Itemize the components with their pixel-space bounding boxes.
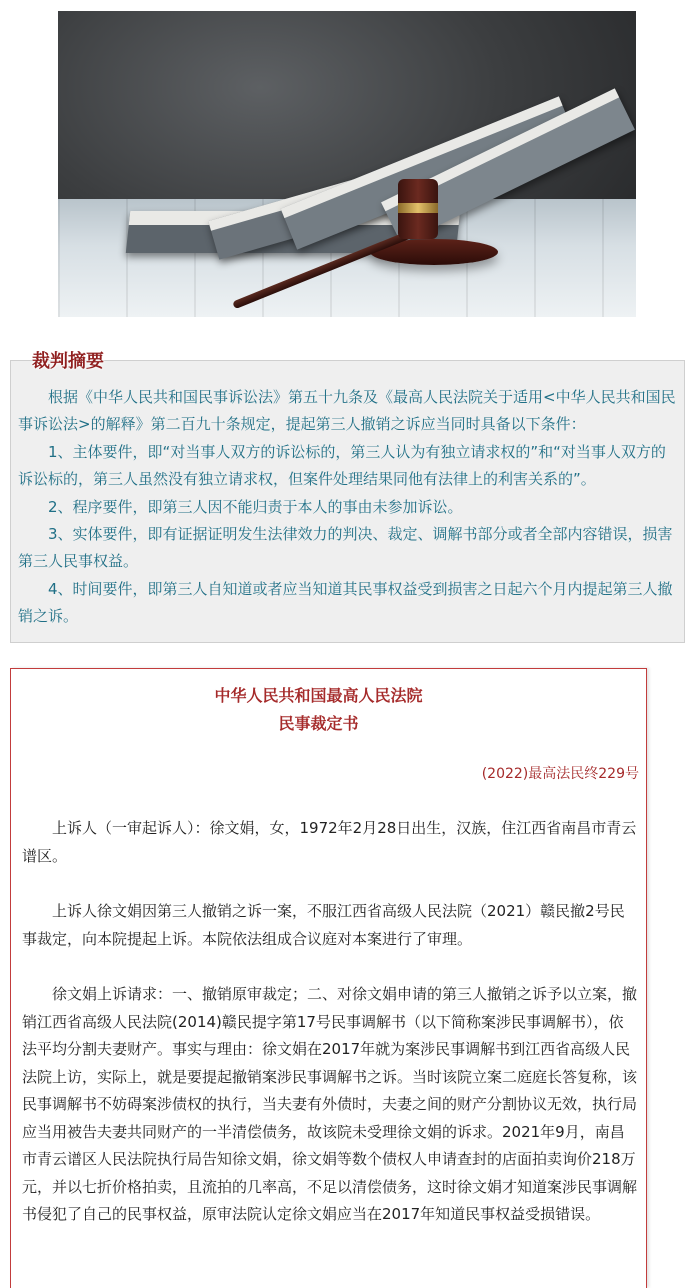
summary-paragraph: 4、时间要件，即第三人自知道或者应当知道其民事权益受到损害之日起六个月内提起第三人撤销之诉。 bbox=[18, 579, 673, 626]
case-number: (2022)最高法民终229号 bbox=[481, 766, 639, 782]
document-type: 民事裁定书 bbox=[278, 714, 359, 733]
hero-image-gavel-books bbox=[58, 11, 636, 317]
ruling-paragraph bbox=[22, 898, 638, 953]
appellant-info: 上诉人（一审起诉人）：徐文娟，女，1972年2月28日出生，汉族，住江西省南昌市青云谱区。 bbox=[22, 819, 637, 865]
ruling-header bbox=[0, 682, 637, 738]
court-name: 中华人民共和国最高人民法院 bbox=[214, 686, 423, 705]
appeal-claims: 徐文娟上诉请求：一、撤销原审裁定；二、对徐文娟申请的第三人撤销之诉予以立案，撤销江西省高级人民法院(2014)赣民提字第17号民事调解书（以下简称案涉民事调解书），依法平均分割夫妻财产。事实与理由：徐文娟在2017年就为案涉民事调解书到江西省高级人民法院上访，实际上，就是要提起撤销案涉民事调解书之诉。当时该院立案二庭庭长答复称，该民事调解书不妨碍案涉债权的执行，当夫妻有外债时，夫妻之间的财产分割协议无效，执行局应当用被告夫妻共同财产的一半清偿债务，故该院未受理徐文娟的诉求。2021年9月，南昌市青云谱区人民法院执行局告知徐文娟，徐文娟等数个债权人申请查封的店面拍卖询价218万元，并以七折价格拍卖，且流拍的几率高，不足以清偿债务，这时徐文娟才知道案涉民事调解书侵犯了自己的民事权益，原审法院认定徐文娟应当在2017年知道民事权益受损错误。 bbox=[22, 985, 638, 1223]
summary-title: 裁判摘要 bbox=[32, 351, 104, 372]
summary-paragraph: 1、主体要件，即“对当事人双方的诉讼标的，第三人认为有独立请求权的”和“对当事人双方的诉讼标的，第三人虽然没有独立请求权，但案件处理结果同他有法律上的利害关系的”。 bbox=[18, 442, 666, 489]
gavel-head bbox=[398, 179, 438, 239]
ruling-paragraph bbox=[22, 815, 638, 870]
ruling-paragraph bbox=[22, 981, 638, 1229]
summary-paragraph: 根据《中华人民共和国民事诉讼法》第五十九条及《最高人民法院关于适用<中华人民共和国民事诉讼法>的解释》第二百九十条规定，提起第三人撤销之诉应当同时具备以下条件： bbox=[18, 388, 676, 434]
summary-body bbox=[18, 384, 678, 631]
summary-paragraph: 2、程序要件，即第三人因不能归责于本人的事由未参加诉讼。 bbox=[48, 497, 463, 516]
summary-paragraph: 3、实体要件，即有证据证明发生法律效力的判决、裁定、调解书部分或者全部内容错误，损害第三人民事权益。 bbox=[18, 525, 673, 571]
case-background: 上诉人徐文娟因第三人撤销之诉一案，不服江西省高级人民法院（2021）赣民撤2号民事裁定，向本院提起上诉。本院依法组成合议庭对本案进行了审理。 bbox=[22, 902, 625, 948]
